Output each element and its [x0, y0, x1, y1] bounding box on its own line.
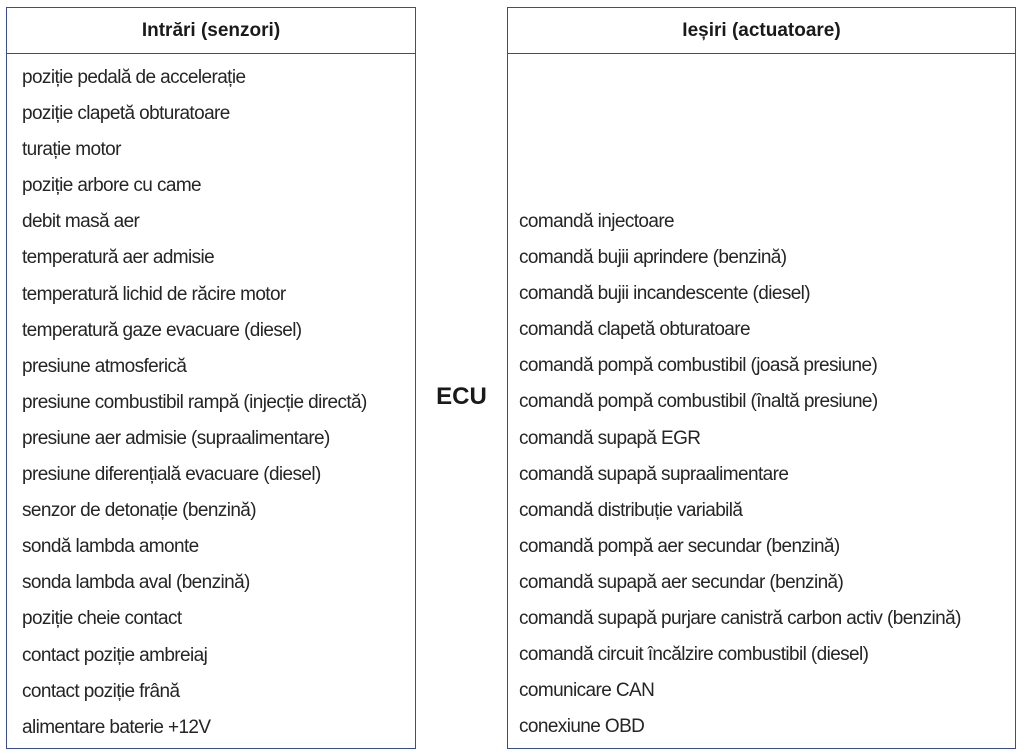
input-item: poziție arbore cu came	[22, 175, 202, 197]
output-item: comandă clapetă obturatoare	[519, 319, 750, 341]
output-item: comandă circuit încălzire combustibil (diesel)	[519, 644, 869, 666]
output-item: comunicare CAN	[519, 680, 655, 702]
outputs-panel	[507, 7, 1016, 749]
outputs-list	[519, 204, 1011, 745]
input-item: presiune combustibil rampă (injecție directă)	[22, 391, 367, 413]
output-item: comandă pompă combustibil (joasă presiune)	[519, 355, 878, 377]
input-item: sonda lambda aval (benzină)	[22, 572, 250, 594]
input-item: poziție pedală de accelerație	[22, 67, 246, 88]
output-item: comandă supapă aer secundar (benzină)	[519, 571, 844, 593]
input-item: presiune diferențială evacuare (diesel)	[22, 464, 321, 486]
output-item: comandă distribuție variabilă	[519, 499, 743, 521]
output-item: comandă bujii aprindere (benzină)	[519, 247, 787, 269]
input-item: contact poziție frână	[22, 680, 180, 702]
input-item: contact poziție ambreiaj	[22, 644, 208, 666]
output-item: comandă pompă aer secundar (benzină)	[519, 535, 840, 557]
inputs-title: Intrări (senzori)	[7, 8, 415, 54]
input-item: sondă lambda amonte	[22, 536, 199, 558]
output-item: conexiune OBD	[519, 716, 645, 738]
input-item: temperatură lichid de răcire motor	[22, 283, 286, 305]
outputs-title: Ieșiri (actuatoare)	[508, 8, 1015, 54]
output-item: comandă supapă EGR	[519, 427, 701, 449]
output-item: comandă bujii incandescente (diesel)	[519, 283, 811, 305]
output-item: comandă supapă supraalimentare	[519, 463, 789, 485]
input-item: presiune aer admisie (supraalimentare)	[22, 427, 330, 449]
input-item: debit masă aer	[22, 211, 140, 233]
input-item: alimentare baterie +12V	[22, 716, 211, 738]
inputs-panel	[6, 7, 416, 749]
input-item: presiune atmosferică	[22, 355, 187, 377]
output-item: comandă supapă purjare canistră carbon activ (benzină)	[519, 608, 961, 630]
input-item: poziție clapetă obturatoare	[22, 103, 230, 125]
output-item: comandă pompă combustibil (înaltă presiune)	[519, 391, 878, 413]
input-item: senzor de detonație (benzină)	[22, 500, 256, 522]
input-item: temperatură aer admisie	[22, 247, 215, 269]
inputs-list	[22, 60, 411, 746]
input-item: poziție cheie contact	[22, 608, 182, 630]
output-item: comandă injectoare	[519, 211, 675, 232]
input-item: turație motor	[22, 139, 121, 161]
ecu-label: ECU	[436, 383, 487, 410]
input-item: temperatură gaze evacuare (diesel)	[22, 319, 302, 341]
